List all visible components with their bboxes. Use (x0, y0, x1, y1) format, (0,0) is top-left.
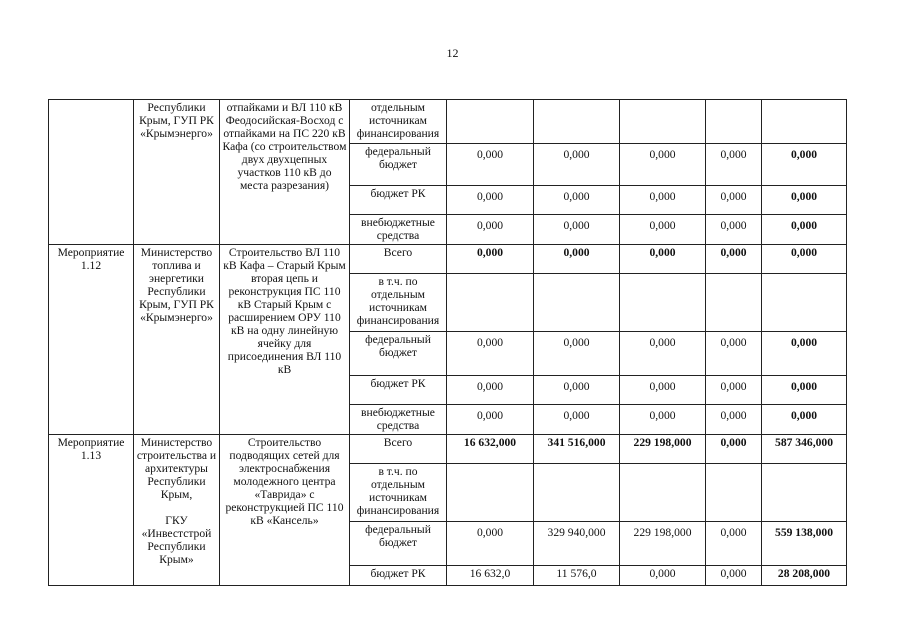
total-cell: 0,000 (762, 215, 847, 245)
value-cell: 0,000 (447, 376, 534, 405)
value-cell: 0,000 (447, 405, 534, 435)
value-cell: 0,000 (620, 376, 706, 405)
event-label-cell (49, 100, 134, 245)
total-cell (762, 274, 847, 332)
total-cell (762, 464, 847, 522)
value-cell: 229 198,000 (620, 522, 706, 566)
value-cell (447, 464, 534, 522)
source-cell: внебюджетные средства (350, 405, 447, 435)
value-cell: 0,000 (706, 215, 762, 245)
total-cell: 28 208,000 (762, 566, 847, 586)
value-cell: 0,000 (706, 245, 762, 274)
executor-cell (134, 435, 220, 586)
total-cell: 0,000 (762, 245, 847, 274)
value-cell: 0,000 (706, 435, 762, 464)
value-cell: 0,000 (706, 566, 762, 586)
value-cell (706, 100, 762, 144)
value-cell: 0,000 (620, 405, 706, 435)
description-cell: отпайками и ВЛ 110 кВ Феодосийская-Восход с отпайками на ПС 220 кВ Кафа (со строительством двух двухцепных участков 110 кВ до места разрезания) (220, 100, 350, 245)
source-cell: внебюджетные средства (350, 215, 447, 245)
value-cell: 0,000 (706, 405, 762, 435)
executor-text: Министерство строительства и архитектуры Республики Крым, (136, 436, 217, 501)
value-cell: 0,000 (620, 332, 706, 376)
value-cell (447, 274, 534, 332)
value-cell: 0,000 (534, 376, 620, 405)
source-cell: Всего (350, 435, 447, 464)
source-cell: федеральный бюджет (350, 144, 447, 186)
table-row (49, 435, 847, 464)
value-cell: 0,000 (706, 144, 762, 186)
total-cell: 0,000 (762, 144, 847, 186)
value-cell: 0,000 (534, 405, 620, 435)
value-cell (620, 100, 706, 144)
value-cell: 0,000 (620, 144, 706, 186)
total-cell: 559 138,000 (762, 522, 847, 566)
value-cell: 0,000 (447, 186, 534, 215)
value-cell: 0,000 (534, 186, 620, 215)
value-cell (620, 464, 706, 522)
value-cell: 0,000 (706, 332, 762, 376)
description-cell: Строительство ВЛ 110 кВ Кафа – Старый Крым вторая цепь и реконструкция ПС 110 кВ Старый Крым с расширением ОРУ 110 кВ на одну линейную ячейку для присоединения ВЛ 110 кВ (220, 245, 350, 435)
source-cell: в т.ч. по отдельным источникам финансирования (350, 274, 447, 332)
value-cell (620, 274, 706, 332)
value-cell: 16 632,000 (447, 435, 534, 464)
value-cell: 0,000 (706, 186, 762, 215)
value-cell: 0,000 (447, 215, 534, 245)
value-cell (706, 464, 762, 522)
page-number: 12 (446, 46, 459, 60)
event-label-cell: Мероприятие 1.12 (49, 245, 134, 435)
value-cell: 341 516,000 (534, 435, 620, 464)
value-cell (447, 100, 534, 144)
source-cell: федеральный бюджет (350, 332, 447, 376)
value-cell: 329 940,000 (534, 522, 620, 566)
value-cell: 0,000 (534, 245, 620, 274)
value-cell: 0,000 (534, 332, 620, 376)
value-cell (534, 274, 620, 332)
executor-text-2: ГКУ «Инвестстрой Республики Крым» (141, 514, 212, 566)
source-cell: бюджет РК (350, 376, 447, 405)
value-cell: 0,000 (620, 215, 706, 245)
description-cell: Строительство подводящих сетей для электроснабжения молодежного центра «Таврида» с реконструкцией ПС 110 кВ «Кансель» (220, 435, 350, 586)
value-cell: 0,000 (534, 144, 620, 186)
source-cell: отдельным источникам финансирования (350, 100, 447, 144)
value-cell: 0,000 (447, 522, 534, 566)
total-cell: 0,000 (762, 186, 847, 215)
total-cell: 0,000 (762, 405, 847, 435)
value-cell: 0,000 (620, 186, 706, 215)
value-cell (534, 100, 620, 144)
total-cell: 587 346,000 (762, 435, 847, 464)
value-cell: 229 198,000 (620, 435, 706, 464)
source-cell: федеральный бюджет (350, 522, 447, 566)
total-cell: 0,000 (762, 376, 847, 405)
financing-table (48, 99, 847, 586)
source-cell: бюджет РК (350, 566, 447, 586)
value-cell: 0,000 (447, 332, 534, 376)
value-cell (534, 464, 620, 522)
total-cell (762, 100, 847, 144)
value-cell: 0,000 (706, 522, 762, 566)
source-cell: бюджет РК (350, 186, 447, 215)
value-cell (706, 274, 762, 332)
table-row (49, 245, 847, 274)
value-cell: 0,000 (620, 245, 706, 274)
event-label-cell: Мероприятие 1.13 (49, 435, 134, 586)
value-cell: 16 632,0 (447, 566, 534, 586)
value-cell: 0,000 (447, 144, 534, 186)
value-cell: 0,000 (447, 245, 534, 274)
source-cell: Всего (350, 245, 447, 274)
table-row (49, 100, 847, 144)
executor-cell: Министерство топлива и энергетики Республики Крым, ГУП РК «Крымэнерго» (134, 245, 220, 435)
value-cell: 11 576,0 (534, 566, 620, 586)
source-cell: в т.ч. по отдельным источникам финансирования (350, 464, 447, 522)
value-cell: 0,000 (620, 566, 706, 586)
value-cell: 0,000 (706, 376, 762, 405)
value-cell: 0,000 (534, 215, 620, 245)
executor-cell: Республики Крым, ГУП РК «Крымэнерго» (134, 100, 220, 245)
total-cell: 0,000 (762, 332, 847, 376)
